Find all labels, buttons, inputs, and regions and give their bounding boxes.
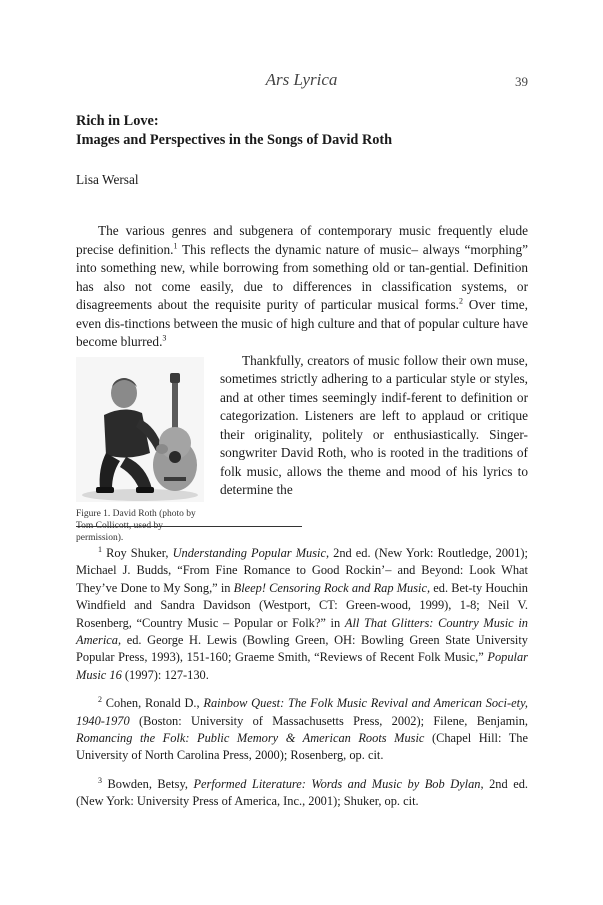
citation-title: Rainbow Quest: The Folk Music Revival and American Soci-ety, 1940-1970 — [76, 696, 528, 728]
footnote-mark: 1 — [98, 544, 102, 554]
footnote-mark: 2 — [98, 695, 102, 705]
text-run: (Boston: University of Massachusetts Press, 2002); Filene, Benjamin, — [129, 713, 528, 728]
photo-david-roth — [76, 357, 204, 502]
text-run: (1997): 127-130. — [121, 667, 209, 682]
citation-title: Bleep! Censoring Rock and Rap Music, — [233, 580, 431, 595]
figure-caption: Figure 1. David Roth (photo by Tom Collicott, used by permission). — [76, 508, 196, 543]
citation-title: Popular Music 16 — [76, 650, 528, 682]
footnotes — [76, 545, 528, 822]
author-name: Lisa Wersal — [76, 172, 139, 187]
figure — [76, 352, 210, 544]
citation-title: Performed Literature: Words and Music by Bob Dylan, — [193, 776, 484, 791]
footnote-ref[interactable]: 3 — [162, 333, 167, 343]
text-run: ed. Bet-ty Houchin Windfield and Sandra Davidson (Westport, CT: Green-wood, 1999), 1-8; Neil V. Rosenberg, “Country Music – Popular or Folk?” in — [76, 580, 529, 630]
page-number: 39 — [515, 74, 528, 89]
footnote-rule — [76, 526, 302, 527]
citation-title: All That Glitters: Country Music in America, — [76, 615, 529, 648]
citation-title: Understanding Popular Music, — [172, 546, 330, 560]
text-run: Roy Shuker, — [106, 546, 173, 560]
footnote-2 — [76, 695, 528, 765]
text-run: The various genres and subgenera of contemporary music frequently elude precise definition. — [76, 223, 528, 257]
article-title — [76, 112, 536, 150]
text-run: Cohen, Ronald D., — [105, 696, 204, 711]
title-line-2: Images and Perspectives in the Songs of David Roth — [76, 132, 393, 148]
photo-illustration — [76, 357, 204, 502]
title-line-1: Rich in Love: — [76, 113, 159, 129]
text-run: ed. George H. Lewis (Bowling Green, OH: Bowling Green State University Popular Press, 1993), 151-160; Graeme Smith, “Reviews of Recent Folk Music,” — [76, 633, 528, 665]
text-run: This reflects the dynamic nature of music– always “morphing” into something new, while borrowing from something old or tan-gential. Definition has also not come easily, due to differences in classification systems, or disagreements about the requisite purity of particular musical forms. — [76, 241, 528, 312]
text-run: 2nd ed. (New York: Routledge, 2001); Michael J. Budds, “From Fine Romance to Good Rockin’– and Beyond: Look What They’ve Done to My Song,” in — [76, 546, 528, 595]
text-run: Bowden, Betsy, — [107, 776, 194, 791]
footnote-3 — [76, 776, 528, 811]
text-run: (Chapel Hill: The University of North Carolina Press, 2000); Rosenberg, op. cit. — [76, 731, 528, 763]
text-run: 2nd ed. (New York: University Press of America, Inc., 2001); Shuker, op. cit. — [76, 776, 528, 809]
running-head: Ars Lyrica — [265, 70, 338, 89]
text-run: Over time, even dis-tinctions between the music of high culture and that of popular culture have become blurred. — [76, 297, 529, 349]
citation-title: Romancing the Folk: Public Memory & American Roots Music — [76, 731, 425, 746]
footnote-1 — [76, 545, 528, 684]
paragraph — [76, 222, 528, 352]
paragraph: Thankfully, creators of music follow their own muse, sometimes strictly adhering to a particular style or styles, and at other times seemingly indif-ferent to definition or categorization. Listeners are left to applaud or critique their originality, politely or enthusiastically. Singer-songwriter David Roth, who is rooted in the traditions of folk music, allows the theme and mood of his lyrics to determine the — [220, 352, 528, 497]
article-body — [76, 222, 528, 544]
footnote-ref[interactable]: 2 — [459, 296, 463, 306]
footnote-mark: 3 — [98, 775, 102, 785]
footnote-ref[interactable]: 1 — [173, 241, 178, 251]
